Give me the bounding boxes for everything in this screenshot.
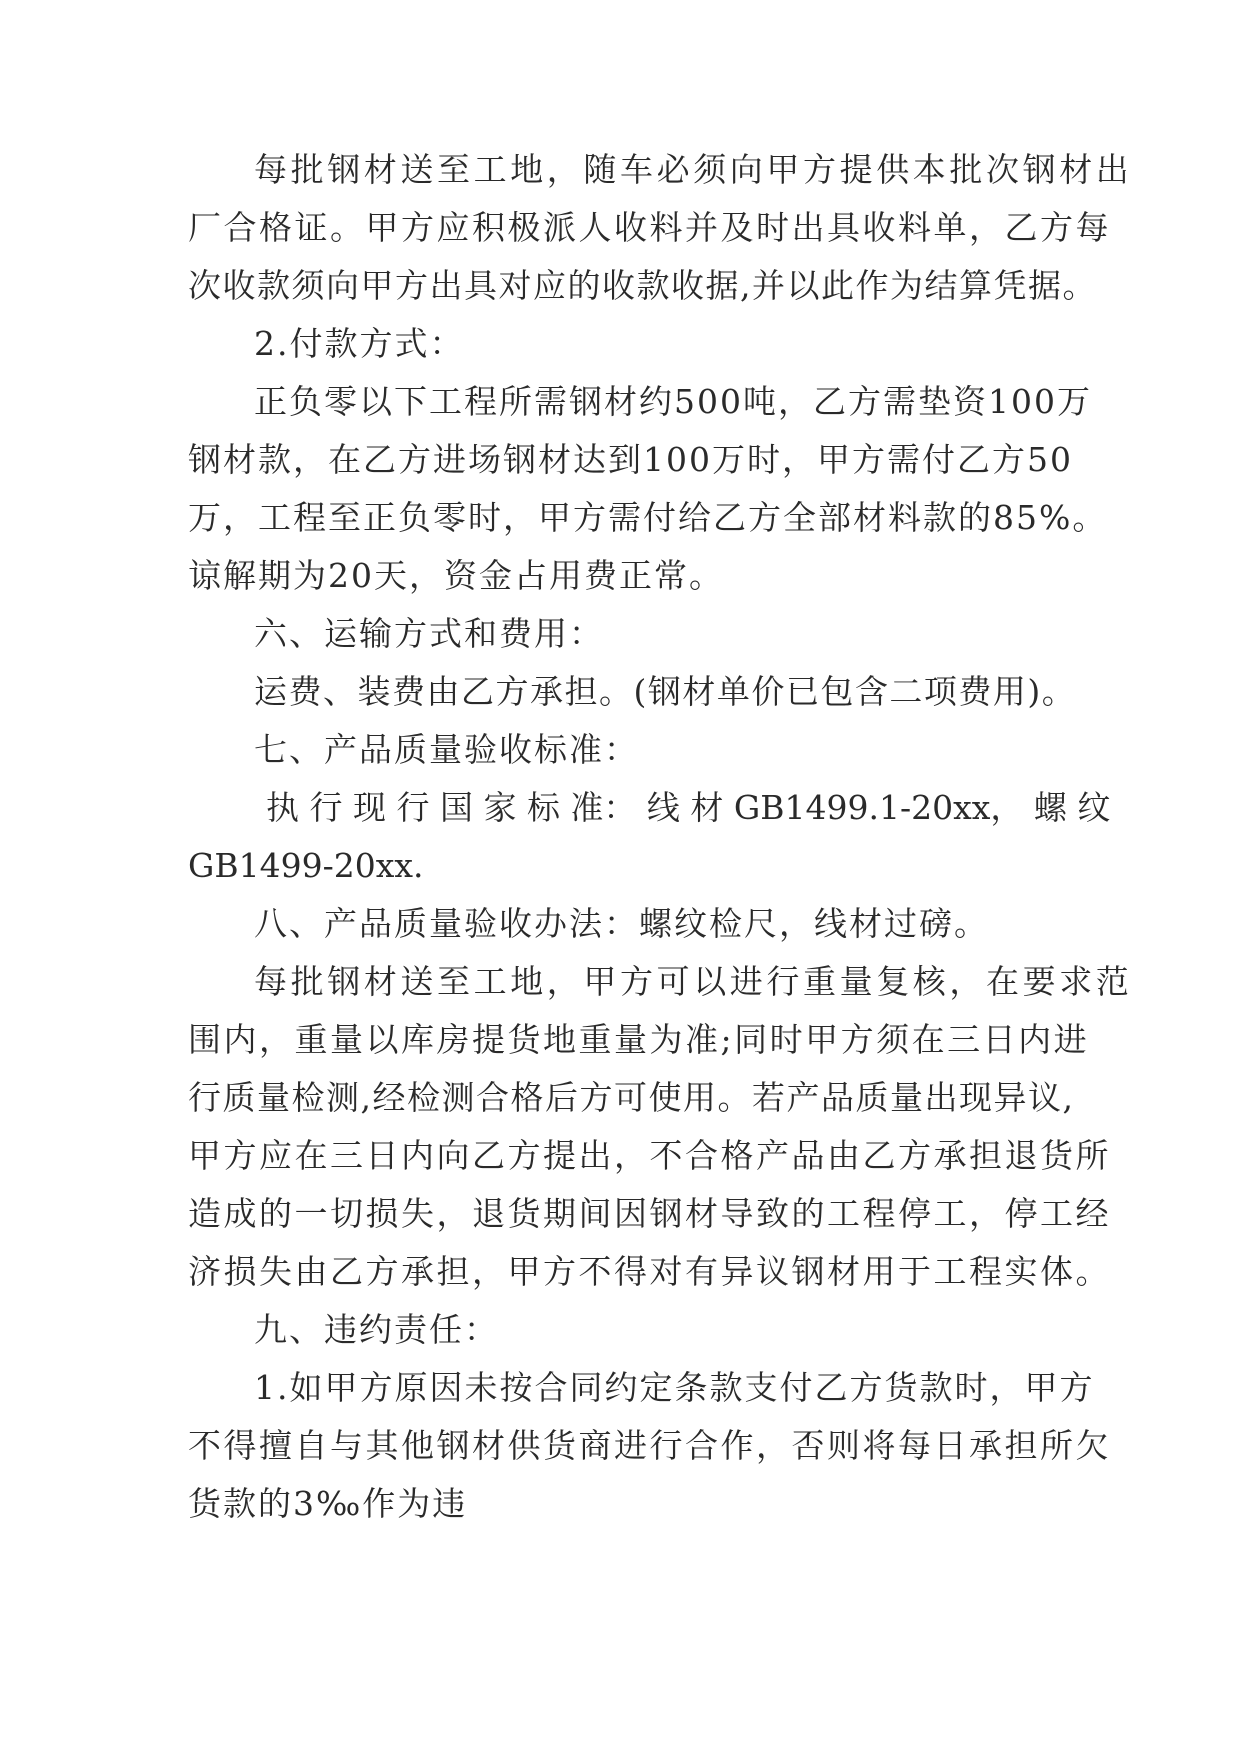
text-line: 济损失由乙方承担，甲方不得对有异议钢材用于工程实体。 xyxy=(188,1252,1111,1291)
text-line: 1.如甲方原因未按合同约定条款支付乙方货款时，甲方 xyxy=(254,1368,1095,1407)
text-line: 万，工程至正负零时，甲方需付给乙方全部材料款的85%。 xyxy=(188,498,1108,537)
text-line: 每批钢材送至工地，甲方可以进行重量复核，在要求范 xyxy=(254,962,1133,1001)
section-heading: 七、产品质量验收标准： xyxy=(254,730,639,769)
text-line: 围内，重量以库房提货地重量为准;同时甲方须在三日内进 xyxy=(188,1020,1090,1059)
text-line: 甲方应在三日内向乙方提出，不合格产品由乙方承担退货所 xyxy=(188,1136,1111,1175)
section-heading: 2.付款方式： xyxy=(254,324,465,363)
text-line: 厂合格证。甲方应积极派人收料并及时出具收料单，乙方每 xyxy=(188,208,1111,247)
text-line: 运费、装费由乙方承担。(钢材单价已包含二项费用)。 xyxy=(254,672,1077,711)
section-heading: 八、产品质量验收办法：螺纹检尺，线材过磅。 xyxy=(254,904,989,943)
text-line: 正负零以下工程所需钢材约500吨，乙方需垫资100万 xyxy=(254,382,1092,421)
text-line: 次收款须向甲方出具对应的收款收据,并以此作为结算凭据。 xyxy=(188,266,1097,305)
text-line: 货款的3‰作为违 xyxy=(188,1484,468,1523)
text-line: 造成的一切损失，退货期间因钢材导致的工程停工，停工经 xyxy=(188,1194,1111,1233)
section-heading: 六、运输方式和费用： xyxy=(254,614,604,653)
text-line: 行质量检测,经检测合格后方可使用。若产品质量出现异议, xyxy=(188,1078,1075,1117)
text-line: 执 行 现 行 国 家 标 准： 线 材 GB1499.1-20xx， 螺 纹 xyxy=(266,788,1111,827)
text-line: 每批钢材送至工地，随车必须向甲方提供本批次钢材出 xyxy=(254,150,1133,189)
text-line: 谅解期为20天，资金占用费正常。 xyxy=(188,556,724,595)
text-line: GB1499-20xx. xyxy=(188,846,424,885)
text-line: 钢材款，在乙方进场钢材达到100万时，甲方需付乙方50 xyxy=(188,440,1073,479)
text-line: 不得擅自与其他钢材供货商进行合作，否则将每日承担所欠 xyxy=(188,1426,1111,1465)
section-heading: 九、违约责任： xyxy=(254,1310,499,1349)
